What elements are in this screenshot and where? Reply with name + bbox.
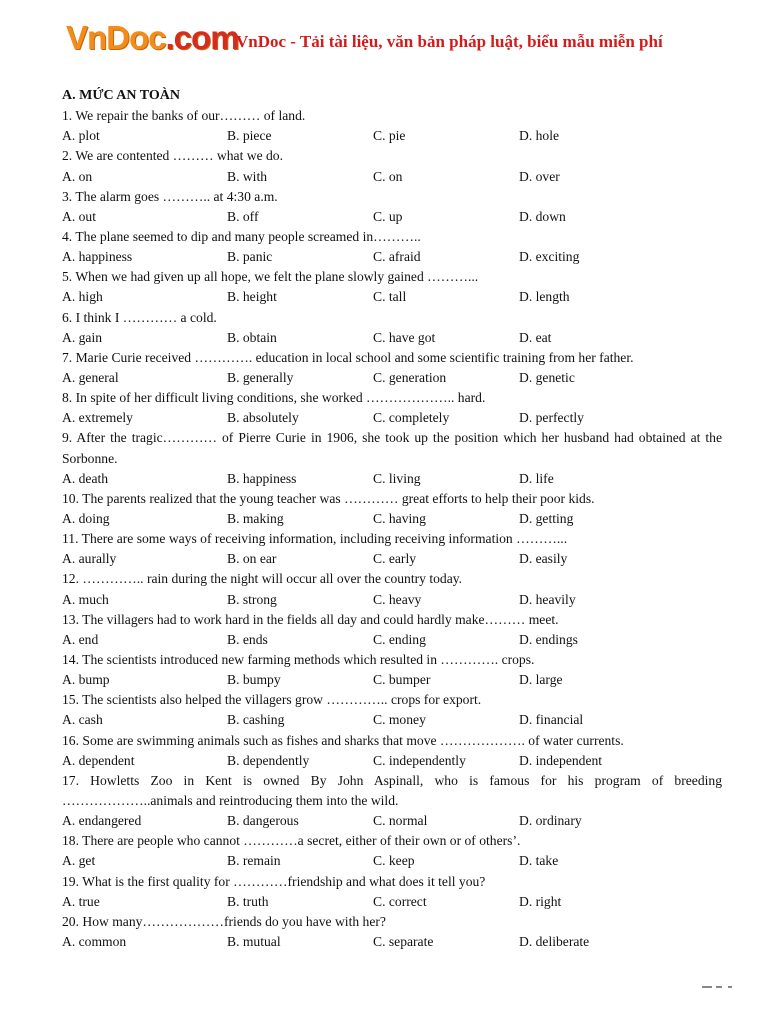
question-20-options (62, 932, 722, 952)
option-c: C. afraid (373, 249, 421, 265)
question-14-text: 14. The scientists introduced new farming methods which resulted in …………. crops. (62, 651, 535, 667)
option-a: A. death (62, 470, 109, 486)
question-7-options (62, 368, 722, 388)
option-c: C. pie (373, 128, 406, 144)
option-a: A. bump (62, 672, 110, 688)
option-d: D. down (519, 208, 566, 224)
option-d: D. financial (519, 712, 584, 728)
option-b: B. off (227, 208, 259, 224)
option-a: A. get (62, 853, 96, 869)
option-d: D. large (519, 672, 563, 688)
option-c: C. completely (373, 410, 450, 426)
option-c: C. independently (373, 752, 466, 768)
question-13-text: 13. The villagers had to work hard in the fields all day and could hardly make……… meet. (62, 611, 559, 627)
question-15-options (62, 710, 722, 730)
option-a: A. endangered (62, 813, 142, 829)
option-c: C. having (373, 510, 426, 526)
option-b: B. strong (227, 591, 277, 607)
option-b: B. remain (227, 853, 281, 869)
question-10-text: 10. The parents realized that the young teacher was ………… great efforts to help their poor kids. (62, 490, 595, 506)
option-a: A. end (62, 631, 99, 647)
question-12-options (62, 590, 722, 610)
option-a: A. out (62, 208, 96, 224)
question-3-text: 3. The alarm goes ……….. at 4:30 a.m. (62, 188, 278, 204)
option-a: A. plot (62, 128, 100, 144)
option-a: A. cash (62, 712, 103, 728)
option-c: C. ending (373, 631, 426, 647)
option-a: A. on (62, 168, 93, 184)
question-list (62, 106, 722, 952)
option-d: D. exciting (519, 249, 580, 265)
option-a: A. happiness (62, 249, 133, 265)
question-17-text: 17. Howletts Zoo in Kent is owned By John Aspinall, who is famous for his program of breeding ………………..animals and reintroducing them into the wild. (62, 772, 722, 808)
option-a: A. gain (62, 329, 103, 345)
option-c: C. correct (373, 893, 427, 909)
question-11-text: 11. There are some ways of receiving information, including receiving information ………... (62, 531, 568, 547)
section-title: A. MỨC AN TOÀN (62, 88, 180, 103)
question-14-options (62, 670, 722, 690)
question-9-options (62, 469, 722, 489)
option-a: A. extremely (62, 410, 133, 426)
question-18-text: 18. There are people who cannot …………a secret, either of their own or of others’. (62, 833, 521, 849)
question-9-text: 9. After the tragic………… of Pierre Curie in 1906, she took up the position which her husband had obtained at the Sorbonne. (62, 430, 722, 466)
option-c: C. living (373, 470, 421, 486)
option-d: D. hole (519, 128, 560, 144)
option-b: B. cashing (227, 712, 285, 728)
option-a: A. much (62, 591, 109, 607)
option-d: D. independent (519, 752, 603, 768)
option-c: C. tall (373, 289, 407, 305)
option-a: A. doing (62, 510, 110, 526)
vndoc-logo[interactable]: VnDoc.com (66, 19, 239, 56)
question-8-options (62, 408, 722, 428)
question-10-options (62, 509, 722, 529)
question-20-text: 20. How many………………friends do you have with her? (62, 913, 386, 929)
option-b: B. panic (227, 249, 273, 265)
question-1-text: 1. We repair the banks of our……… of land. (62, 108, 306, 124)
option-a: A. true (62, 893, 100, 909)
option-c: C. money (373, 712, 426, 728)
header-tagline: VnDoc - Tải tài liệu, văn bản pháp luật, biểu mẫu miễn phí (236, 32, 663, 51)
option-c: C. early (373, 551, 417, 567)
option-b: B. on ear (227, 551, 277, 567)
question-17-options (62, 811, 722, 831)
option-b: B. making (227, 510, 284, 526)
option-b: B. bumpy (227, 672, 281, 688)
question-3-options (62, 207, 722, 227)
question-13-options (62, 630, 722, 650)
option-c: C. separate (373, 933, 434, 949)
option-c: C. generation (373, 369, 447, 385)
question-2-text: 2. We are contented ……… what we do. (62, 148, 283, 164)
option-d: D. right (519, 893, 562, 909)
question-4-options (62, 247, 722, 267)
option-d: D. easily (519, 551, 568, 567)
option-d: D. ordinary (519, 813, 582, 829)
option-b: B. dependently (227, 752, 310, 768)
option-d: D. take (519, 853, 559, 869)
question-16-options (62, 751, 722, 771)
option-d: D. deliberate (519, 933, 590, 949)
option-b: B. generally (227, 369, 294, 385)
option-d: D. life (519, 470, 554, 486)
question-5-text: 5. When we had given up all hope, we felt the plane slowly gained ………... (62, 269, 479, 285)
question-12-text: 12. ………….. rain during the night will occur all over the country today. (62, 571, 463, 587)
option-b: B. with (227, 168, 268, 184)
option-b: B. absolutely (227, 410, 299, 426)
option-b: B. ends (227, 631, 268, 647)
worksheet-content (62, 86, 722, 952)
option-d: D. getting (519, 510, 574, 526)
question-8-text: 8. In spite of her difficult living conditions, she worked ……………….. hard. (62, 390, 486, 406)
page-footer-mark (702, 984, 744, 990)
option-c: C. bumper (373, 672, 431, 688)
option-d: D. eat (519, 329, 552, 345)
option-a: A. dependent (62, 752, 135, 768)
option-d: D. over (519, 168, 560, 184)
question-5-options (62, 287, 722, 307)
option-b: B. obtain (227, 329, 277, 345)
option-c: C. have got (373, 329, 436, 345)
question-19-options (62, 892, 722, 912)
option-b: B. dangerous (227, 813, 299, 829)
option-b: B. happiness (227, 470, 297, 486)
option-c: C. up (373, 208, 403, 224)
question-15-text: 15. The scientists also helped the villagers grow ………….. crops for export. (62, 692, 482, 708)
question-19-text: 19. What is the first quality for …………friendship and what does it tell you? (62, 873, 486, 889)
option-b: B. height (227, 289, 277, 305)
question-7-text: 7. Marie Curie received …………. education in local school and some scientific training from her father. (62, 349, 634, 365)
option-d: D. endings (519, 631, 578, 647)
question-16-text: 16. Some are swimming animals such as fishes and sharks that move ………………. of water currents. (62, 732, 624, 748)
option-d: D. length (519, 289, 570, 305)
option-c: C. on (373, 168, 403, 184)
option-a: A. high (62, 289, 103, 305)
option-d: D. perfectly (519, 410, 584, 426)
question-1-options (62, 126, 722, 146)
option-b: B. truth (227, 893, 269, 909)
option-a: A. common (62, 933, 127, 949)
option-b: B. mutual (227, 933, 281, 949)
page-header (66, 18, 746, 62)
option-c: C. keep (373, 853, 415, 869)
option-d: D. heavily (519, 591, 576, 607)
option-c: C. normal (373, 813, 428, 829)
question-2-options (62, 167, 722, 187)
option-a: A. aurally (62, 551, 117, 567)
option-b: B. piece (227, 128, 272, 144)
option-d: D. genetic (519, 369, 575, 385)
question-6-options (62, 328, 722, 348)
option-a: A. general (62, 369, 119, 385)
question-18-options (62, 851, 722, 871)
option-c: C. heavy (373, 591, 422, 607)
question-6-text: 6. I think I ………… a cold. (62, 309, 217, 325)
question-4-text: 4. The plane seemed to dip and many people screamed in……….. (62, 228, 421, 244)
question-11-options (62, 549, 722, 569)
